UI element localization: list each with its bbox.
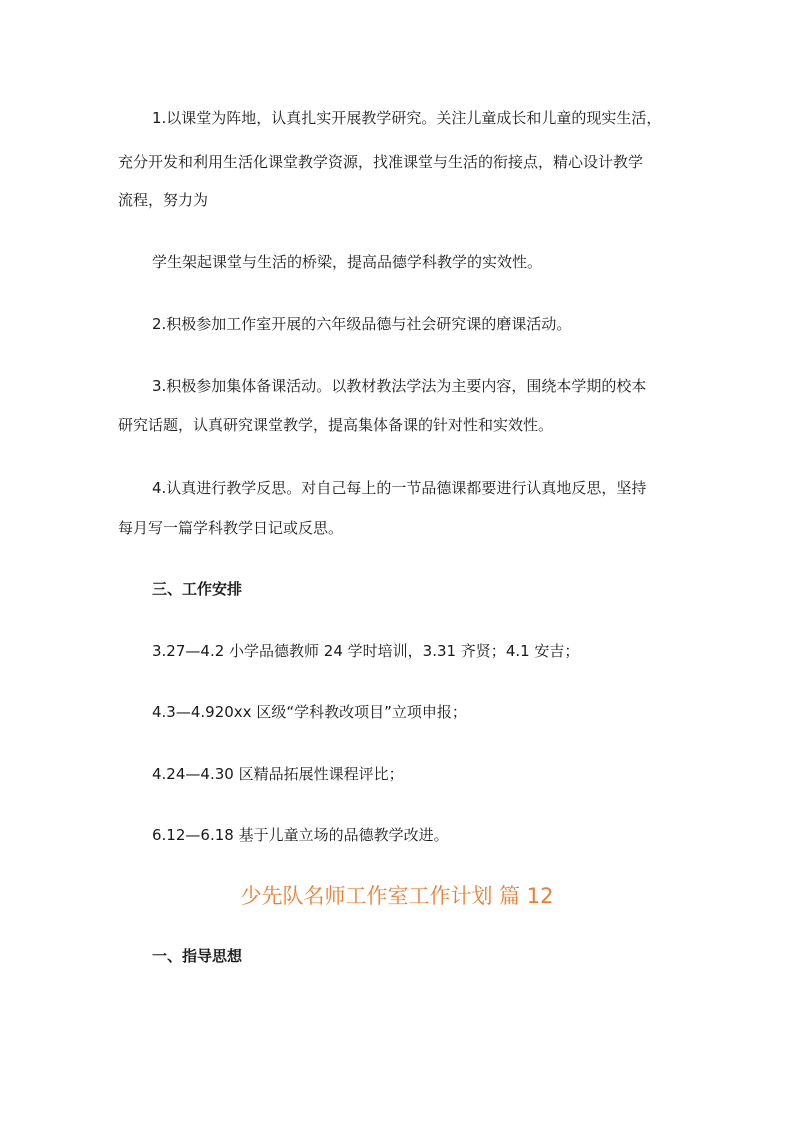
schedule-item: 6.12—6.18 基于儿童立场的品德教学改进。 <box>152 826 449 844</box>
schedule-item: 3.27—4.2 小学品德教师 24 学时培训，3.31 齐贤；4.1 安吉； <box>152 642 580 660</box>
item-4-line-1: 4.认真进行教学反思。对自己每上的一节品德课都要进行认真地反思，坚持 <box>152 479 647 497</box>
item-3-line-2: 研究话题，认真研究课堂教学，提高集体备课的针对性和实效性。 <box>118 416 554 434</box>
section-heading-guiding-ideology: 一、指导思想 <box>152 947 243 965</box>
item-1-line-2: 充分开发和利用生活化课堂教学资源，找准课堂与生活的衔接点，精心设计教学 <box>118 153 644 171</box>
schedule-item: 4.24—4.30 区精品拓展性课程评比； <box>152 765 404 783</box>
item-1-line-1: 1.以课堂为阵地，认真扎实开展教学研究。关注儿童成长和儿童的现实生活， <box>152 109 662 127</box>
item-1-line-3: 流程，努力为 <box>118 191 209 209</box>
item-4-line-2: 每月写一篇学科教学日记或反思。 <box>118 519 344 537</box>
schedule-item: 4.3—4.920xx 区级“学科教改项目”立项申报； <box>152 703 467 721</box>
item-1-continuation: 学生架起课堂与生活的桥梁，提高品德学科教学的实效性。 <box>152 253 543 271</box>
article-title: 少先队名师工作室工作计划 篇 12 <box>240 884 554 908</box>
section-heading-work-arrangement: 三、工作安排 <box>152 580 243 598</box>
item-3-line-1: 3.积极参加集体备课活动。以教材教法学法为主要内容，围绕本学期的校本 <box>152 377 647 395</box>
item-2: 2.积极参加工作室开展的六年级品德与社会研究课的磨课活动。 <box>152 315 572 333</box>
